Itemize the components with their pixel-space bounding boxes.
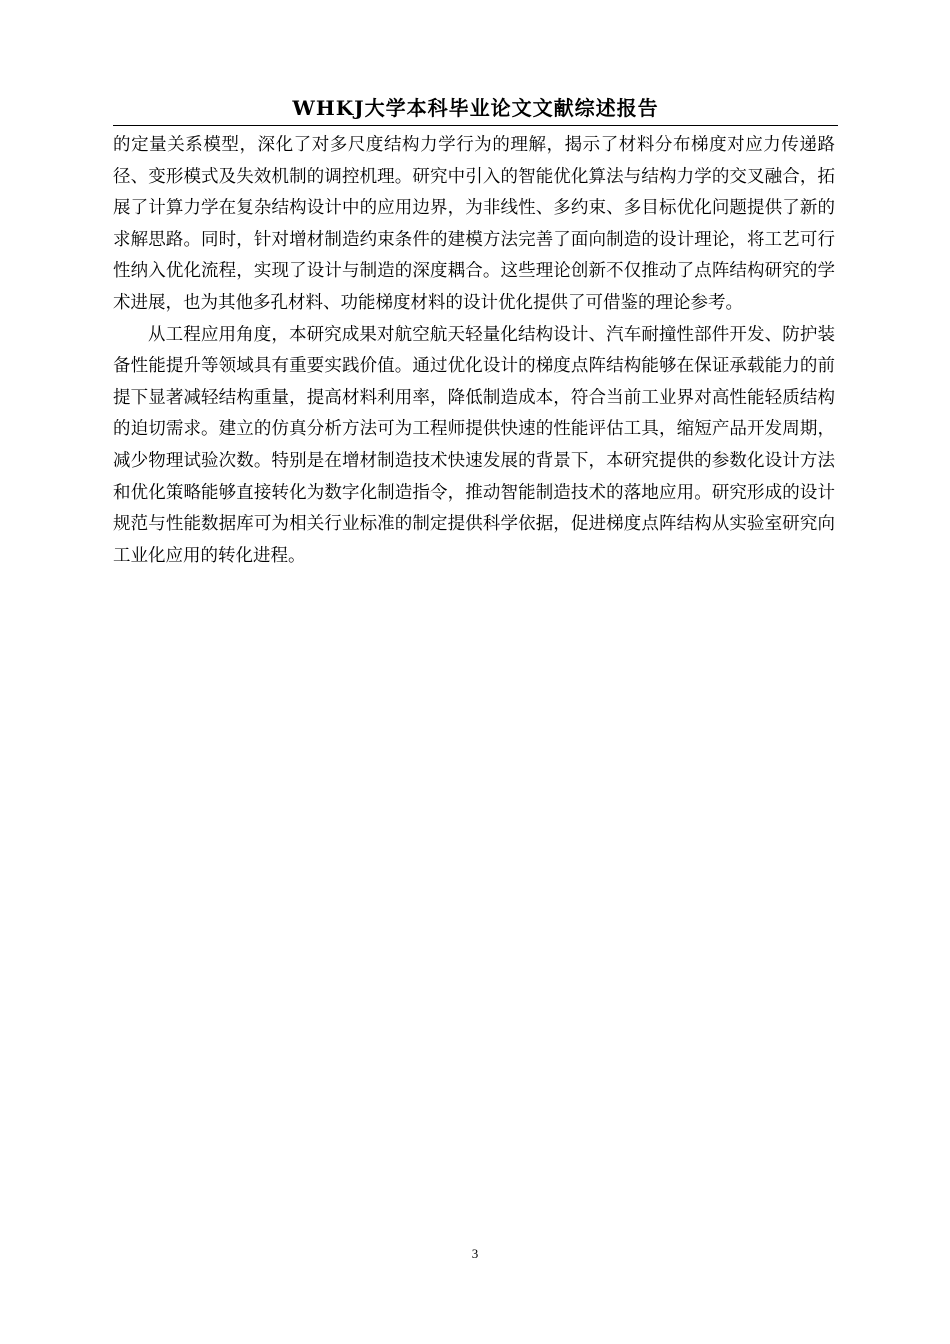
paragraph-engineering-application: 从工程应用角度，本研究成果对航空航天轻量化结构设计、汽车耐撞性部件开发、防护装备性能提升等领域具有重要实践价值。通过优化设计的梯度点阵结构能够在保证承载能力的前提下显著减轻结构重量，提高材料利用率，降低制造成本，符合当前工业界对高性能轻质结构的迫切需求。建立的仿真分析方法可为工程师提供快速的性能评估工具，缩短产品开发周期，减少物理试验次数。特别是在增材制造技术快速发展的背景下，本研究提供的参数化设计方法和优化策略能够直接转化为数字化制造指令，推动智能制造技术的落地应用。研究形成的设计规范与性能数据库可为相关行业标准的制定提供科学依据，促进梯度点阵结构从实验室研究向工业化应用的转化进程。 [113, 324, 835, 566]
header-divider [113, 125, 838, 126]
page-header-title: WHKJ大学本科毕业论文文献综述报告 [292, 96, 659, 120]
paragraph-continued: 的定量关系模型，深化了对多尺度结构力学行为的理解，揭示了材料分布梯度对应力传递路径、变形模式及失效机制的调控机理。研究中引入的智能优化算法与结构力学的交叉融合，拓展了计算力学在复杂结构设计中的应用边界，为非线性、多约束、多目标优化问题提供了新的求解思路。同时，针对增材制造约束条件的建模方法完善了面向制造的设计理论，将工艺可行性纳入优化流程，实现了设计与制造的深度耦合。这些理论创新不仅推动了点阵结构研究的学术进展，也为其他多孔材料、功能梯度材料的设计优化提供了可借鉴的理论参考。 [113, 135, 835, 313]
body-text [113, 130, 835, 572]
page-number: 3 [471, 1246, 479, 1261]
